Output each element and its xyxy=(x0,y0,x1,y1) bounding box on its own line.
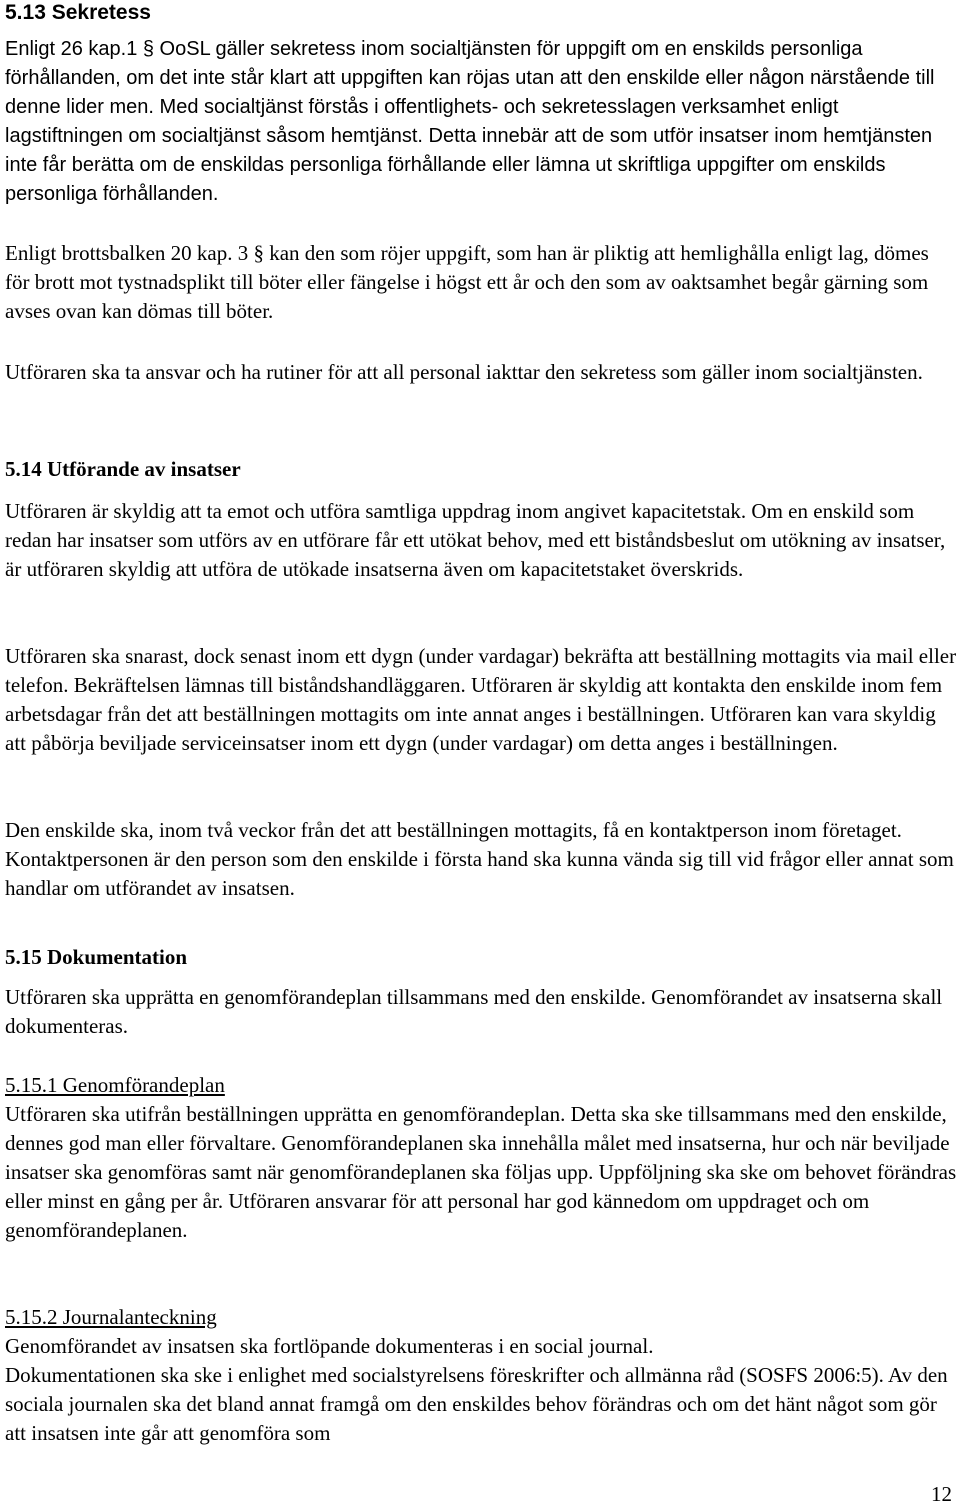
paragraph-utforande-kapacitet: Utföraren är skyldig att ta emot och utföra samtliga uppdrag inom angivet kapacitetstak. Om en enskild som redan har insatser som utförs av en utförare får ett utökat behov, med ett biståndsbeslut om utökning av insatser, är utföraren skyldig att utföra de utökade insatserna även om kapacitetstaket överskrids. xyxy=(5,499,946,581)
paragraph-genomforandeplan: Utföraren ska utifrån beställningen upprätta en genomförandeplan. Detta ska ske tillsammans med den enskilde, dennes god man eller förvaltare. Genomförandeplanen ska innehålla målet med insatserna, hur och när beviljade insatser ska genomföras samt när genomförandeplanen ska följas upp. Uppföljning ska ske om behovet förändras eller minst en gång per år. Utföraren ansvarar för att personal har god kännedom om uppdraget och om genomförandeplanen. xyxy=(5,1102,957,1242)
paragraph-bekraftelse: Utföraren ska snarast, dock senast inom ett dygn (under vardagar) bekräfta att beställning mottagits via mail eller telefon. Bekräftelsen lämnas till biståndshandläggaren. Utföraren är skyldig att kontakta den enskilde inom fem arbetsdagar från det att beställningen mottagits om inte annat anges i beställningen. Utföraren kan vara skyldig att påbörja beviljade serviceinsatser inom ett dygn (under vardagar) om detta anges i beställningen. xyxy=(5,644,957,755)
paragraph-brottsbalken: Enligt brottsbalken 20 kap. 3 § kan den som röjer uppgift, som han är pliktig att hemlighålla enligt lag, dömes för brott mot tystnadsplikt till böter eller fängelse i högst ett år och den som av oaktsamhet begår gärning som avses ovan kan dömas till böter. xyxy=(5,241,929,323)
page-number: 12 xyxy=(931,1482,952,1506)
section-heading-5-13: 5.13 Sekretess xyxy=(5,1,151,24)
paragraph-kontaktperson: Den enskilde ska, inom två veckor från det att beställningen mottagits, få en kontaktperson inom företaget. Kontaktpersonen är den person som den enskilde i första hand ska kunna vända sig till vid frågor eller annat som handlar om utförandet av insatsen. xyxy=(5,818,954,900)
subsection-heading-5-15-1 xyxy=(5,1071,957,1100)
subsection-heading-5-15-2 xyxy=(5,1303,957,1332)
paragraph-sekretess-law: Enligt 26 kap.1 § OoSL gäller sekretess inom socialtjänsten för uppgift om en enskilds personliga förhållanden, om det inte står klart att uppgiften kan röjas utan att den enskilde eller någon närstående till denne lider men. Med socialtjänst förstås i offentlighets- och sekretesslagen verksamhet enligt lagstiftningen om socialtjänst såsom hemtjänst. Detta innebär att de som utför insatser inom hemtjänsten inte får berätta om de enskildas personliga förhållande eller lämna ut skriftliga uppgifter om enskilds personliga förhållanden. xyxy=(5,38,935,205)
paragraph-journal-line2: Dokumentationen ska ske i enlighet med socialstyrelsens föreskrifter och allmänna råd (SOSFS 2006:5). Av den sociala journalen ska det bland annat framgå om den enskildes behov förändras och om det hänt något som gör att insatsen inte går att genomföra som xyxy=(5,1363,948,1445)
section-heading-5-15: 5.15 Dokumentation xyxy=(5,945,188,969)
section-heading-5-14: 5.14 Utförande av insatser xyxy=(5,457,241,481)
paragraph-utforaren-ansvar: Utföraren ska ta ansvar och ha rutiner för att all personal iakttar den sekretess som gäller inom socialtjänsten. xyxy=(5,360,923,384)
subsection-heading-5-15-2-text: 5.15.2 Journalanteckning xyxy=(5,1305,217,1329)
subsection-heading-5-15-1-text: 5.15.1 Genomförandeplan xyxy=(5,1073,225,1097)
paragraph-journal-line1: Genomförandet av insatsen ska fortlöpande dokumenteras i en social journal. xyxy=(5,1334,654,1358)
paragraph-dokumentation: Utföraren ska upprätta en genomförandeplan tillsammans med den enskilde. Genomförandet av insatserna skall dokumenteras. xyxy=(5,985,943,1038)
